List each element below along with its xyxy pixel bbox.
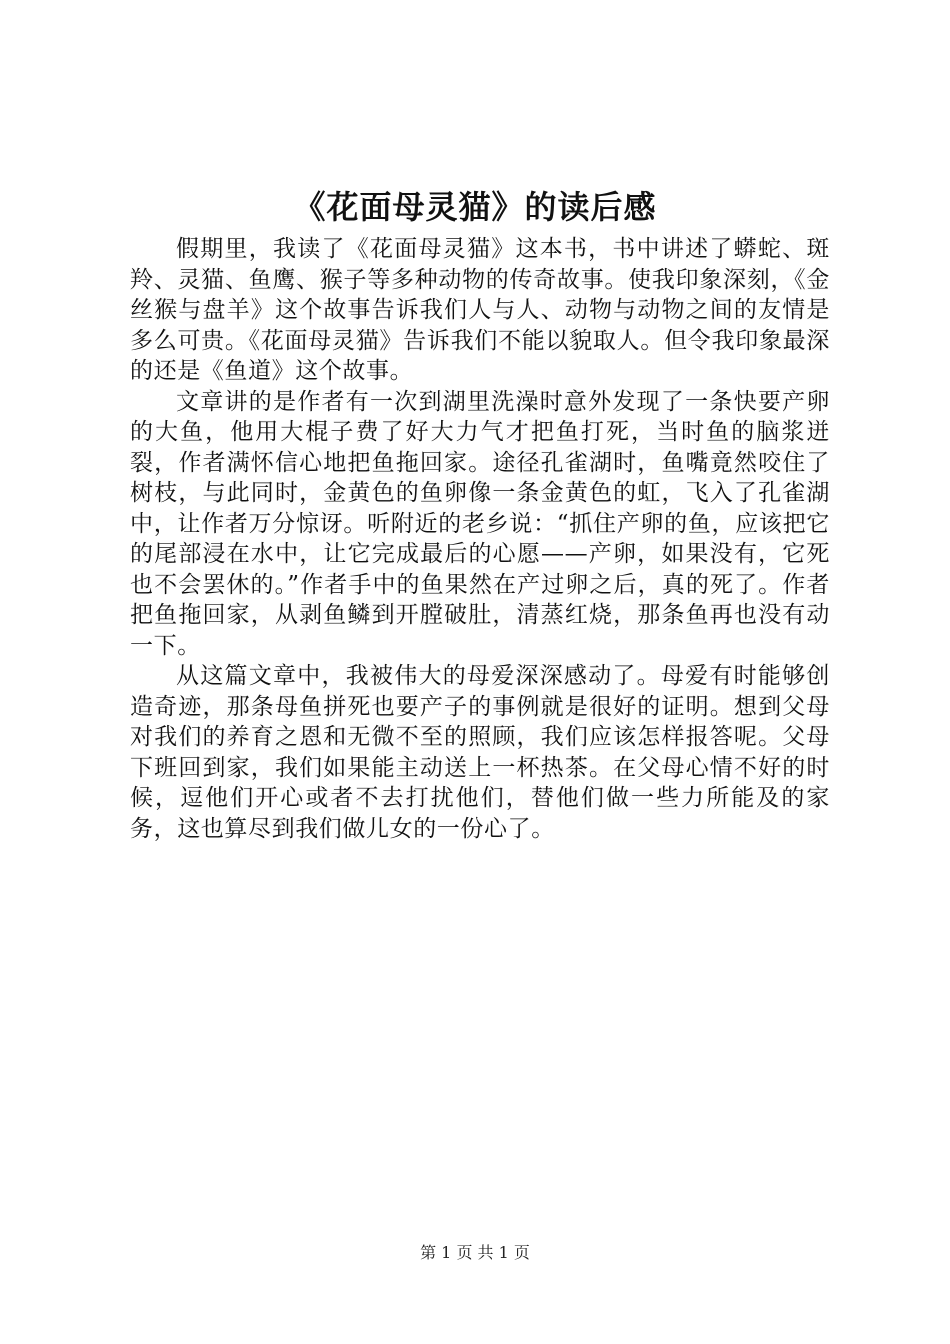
document-body xyxy=(130,234,830,844)
paragraph-3: 从这篇文章中，我被伟大的母爱深深感动了。母爱有时能够创造奇迹，那条母鱼拼死也要产子的事例就是很好的证明。想到父母对我们的养育之恩和无微不至的照顾，我们应该怎样报答呢。父母下班回到家，我们如果能主动送上一杯热茶。在父母心情不好的时候，逗他们开心或者不去打扰他们，替他们做一些力所能及的家务，这也算尽到我们做儿女的一份心了。 xyxy=(130,663,830,842)
page-footer: 第 1 页 共 1 页 xyxy=(420,1243,530,1262)
paragraph-1: 假期里，我读了《花面母灵猫》这本书，书中讲述了蟒蛇、斑羚、灵猫、鱼鹰、猴子等多种动物的传奇故事。使我印象深刻，《金丝猴与盘羊》这个故事告诉我们人与人、动物与动物之间的友情是多么可贵。《花面母灵猫》告诉我们不能以貌取人。但令我印象最深的还是《鱼道》这个故事。 xyxy=(130,236,830,384)
paragraph-2: 文章讲的是作者有一次到湖里洗澡时意外发现了一条快要产卵的大鱼，他用大棍子费了好大力气才把鱼打死，当时鱼的脑浆迸裂，作者满怀信心地把鱼拖回家。途径孔雀湖时，鱼嘴竟然咬住了树枝，与此同时，金黄色的鱼卵像一条金黄色的虹，飞入了孔雀湖中，让作者万分惊讶。听附近的老乡说：“抓住产卵的鱼，应该把它的尾部浸在水中，让它完成最后的心愿——产卵，如果没有，它死也不会罢休的。”作者手中的鱼果然在产过卵之后，真的死了。作者把鱼拖回家，从剥鱼鳞到开膛破肚，清蒸红烧，那条鱼再也没有动一下。 xyxy=(130,388,830,659)
document-title: 《花面母灵猫》的读后感 xyxy=(293,188,657,226)
